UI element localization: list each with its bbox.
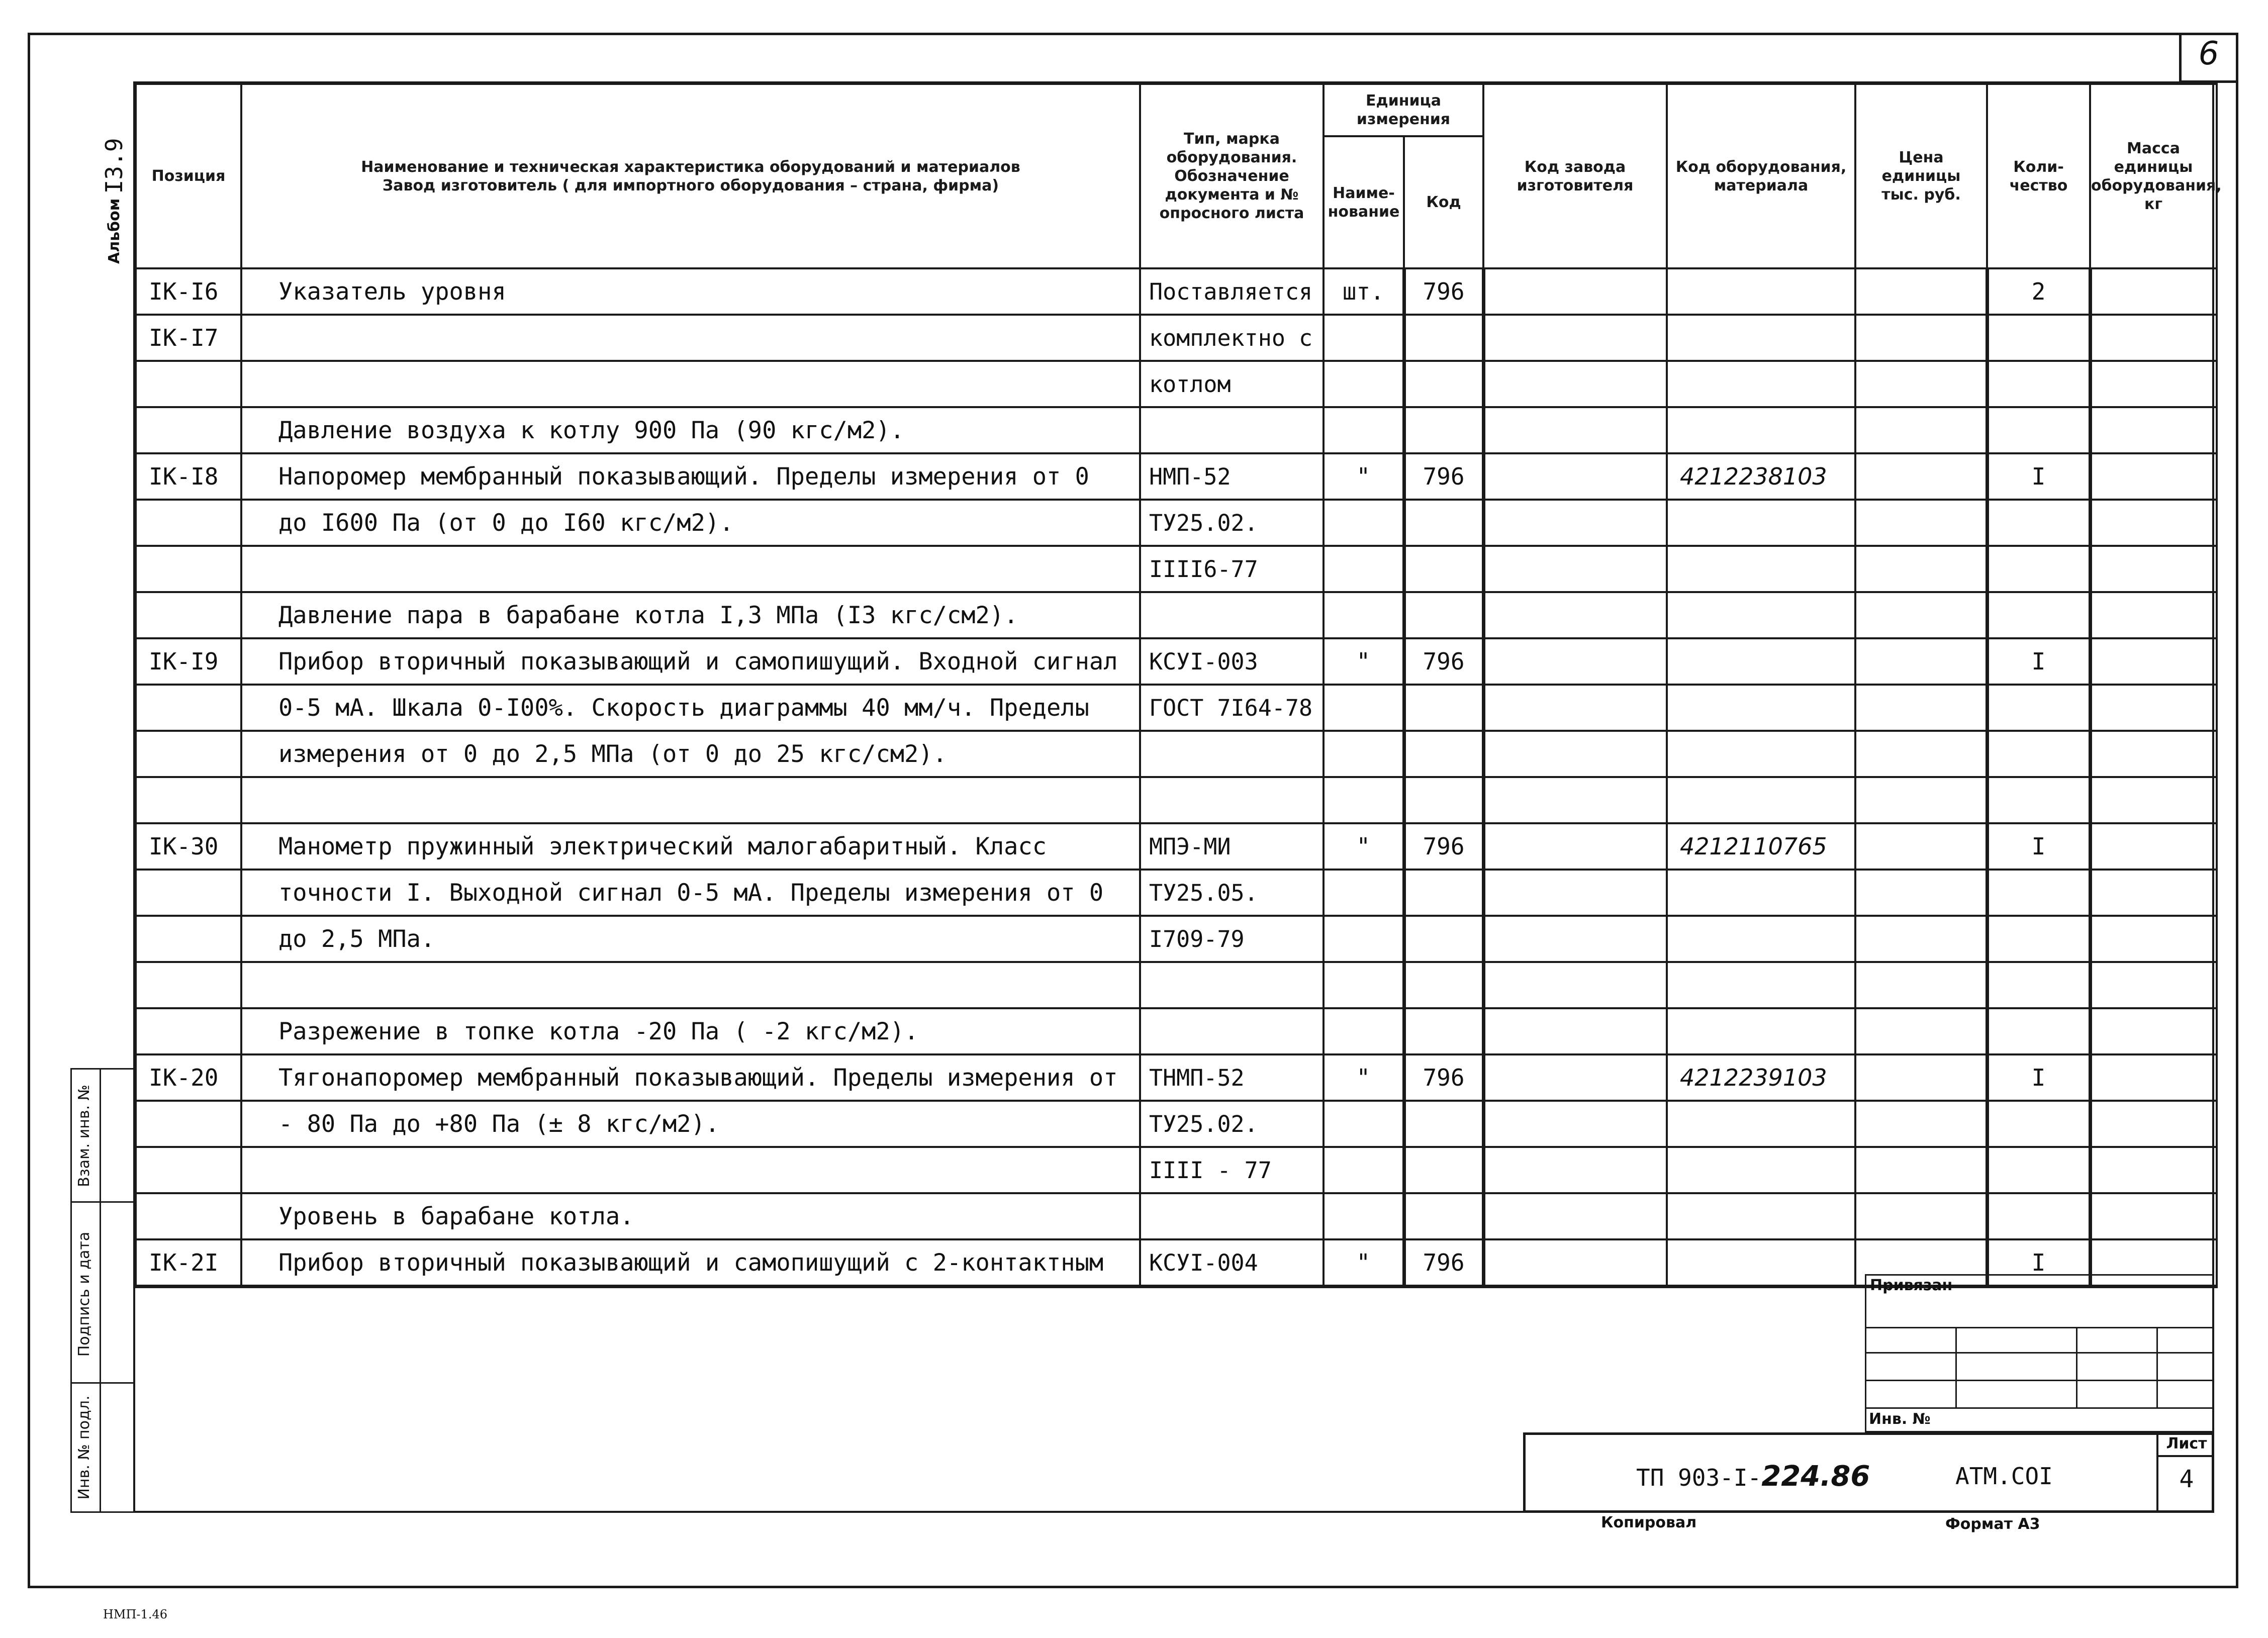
equipment-code-cell (1667, 592, 1855, 638)
factory-code-cell (1483, 870, 1667, 916)
left-stamp-vzam: Взам. инв. № (75, 1085, 93, 1187)
table-row (136, 685, 2217, 731)
position-cell: IK-30 (136, 823, 241, 870)
unit-mass-cell (2090, 685, 2217, 731)
unit-price-cell (1855, 685, 1987, 731)
album-label: Альбом (106, 198, 123, 264)
name-cell: до 2,5 МПа. (241, 916, 1140, 962)
factory-code-cell (1483, 1054, 1667, 1101)
privyazan-title: Привязан (1870, 1277, 1953, 1294)
type-mark-cell: КСУI-003 (1140, 638, 1324, 685)
equipment-code-cell (1667, 916, 1855, 962)
table-row (136, 823, 2217, 870)
footer-format: Формат А3 (1945, 1515, 2040, 1533)
equipment-code-cell (1667, 638, 1855, 685)
unit-code-cell (1404, 1147, 1483, 1193)
factory-code-cell (1483, 315, 1667, 361)
unit-price-cell (1855, 731, 1987, 777)
position-cell (136, 1101, 241, 1147)
unit-code-cell (1404, 500, 1483, 546)
table-row (136, 916, 2217, 962)
left-stamp-divider-1 (70, 1201, 135, 1203)
unit-code-cell (1404, 1008, 1483, 1054)
position-cell (136, 361, 241, 407)
unit-code-cell: 796 (1404, 268, 1483, 315)
unit-name-cell: шт. (1324, 268, 1404, 315)
unit-code-cell (1404, 870, 1483, 916)
unit-name-cell (1324, 1008, 1404, 1054)
title-block-sheet-hline (2156, 1455, 2214, 1457)
type-mark-cell: I709-79 (1140, 916, 1324, 962)
unit-mass-cell (2090, 1101, 2217, 1147)
factory-code-cell (1483, 1101, 1667, 1147)
name-cell (241, 315, 1140, 361)
quantity-cell (1987, 731, 2090, 777)
unit-name-cell: " (1324, 1054, 1404, 1101)
table-row (136, 731, 2217, 777)
factory-code-cell (1483, 361, 1667, 407)
type-mark-cell: ТНМП-52 (1140, 1054, 1324, 1101)
type-mark-cell (1140, 777, 1324, 823)
privyazan-hline-3 (1865, 1380, 2214, 1381)
position-cell: IK-I6 (136, 268, 241, 315)
quantity-cell: I (1987, 638, 2090, 685)
title-sheet-number: 4 (2179, 1465, 2194, 1493)
title-block-sheet-divider (2156, 1432, 2158, 1513)
unit-code-cell (1404, 315, 1483, 361)
unit-code-cell (1404, 1101, 1483, 1147)
type-mark-cell: IIII - 77 (1140, 1147, 1324, 1193)
name-cell: - 80 Па до +80 Па (± 8 кгс/м2). (241, 1101, 1140, 1147)
header-unit-price: Цена единицы тыс. руб. (1855, 84, 1987, 268)
type-mark-cell (1140, 592, 1324, 638)
unit-mass-cell (2090, 1054, 2217, 1101)
unit-mass-cell (2090, 361, 2217, 407)
unit-code-cell (1404, 777, 1483, 823)
quantity-cell (1987, 546, 2090, 592)
title-doc-suffix: 224.86 (1761, 1460, 1870, 1493)
name-cell: Давление пара в барабане котла I,3 МПа (I3 кгс/см2). (241, 592, 1140, 638)
unit-name-cell (1324, 777, 1404, 823)
name-cell (241, 1147, 1140, 1193)
unit-code-cell (1404, 685, 1483, 731)
factory-code-cell (1483, 777, 1667, 823)
unit-mass-cell (2090, 315, 2217, 361)
quantity-cell (1987, 500, 2090, 546)
table-row (136, 1193, 2217, 1239)
position-cell: IK-I8 (136, 453, 241, 500)
factory-code-cell (1483, 1239, 1667, 1287)
unit-mass-cell (2090, 731, 2217, 777)
factory-code-cell (1483, 453, 1667, 500)
title-sheet-label: Лист (2166, 1435, 2207, 1453)
title-doc-code: АТМ.СОI (1955, 1463, 2053, 1490)
table-row (136, 453, 2217, 500)
equipment-code-cell (1667, 685, 1855, 731)
corner-number: 6 (2198, 35, 2219, 72)
name-cell: точности I. Выходной сигнал 0-5 мА. Пределы измерения от 0 (241, 870, 1140, 916)
name-cell: до I600 Па (от 0 до I60 кгс/м2). (241, 500, 1140, 546)
equipment-code-cell (1667, 1008, 1855, 1054)
quantity-cell (1987, 1147, 2090, 1193)
unit-price-cell (1855, 407, 1987, 453)
type-mark-cell: ТУ25.05. (1140, 870, 1324, 916)
table-row (136, 546, 2217, 592)
unit-price-cell (1855, 1147, 1987, 1193)
footer-form-code: НМП-1.46 (103, 1607, 167, 1621)
unit-price-cell (1855, 315, 1987, 361)
factory-code-cell (1483, 1147, 1667, 1193)
position-cell (136, 731, 241, 777)
unit-code-cell: 796 (1404, 1239, 1483, 1287)
unit-mass-cell (2090, 407, 2217, 453)
type-mark-cell (1140, 1193, 1324, 1239)
header-factory-code: Код завода изготовителя (1483, 84, 1667, 268)
quantity-cell (1987, 916, 2090, 962)
quantity-cell: I (1987, 1054, 2090, 1101)
equipment-code-cell (1667, 731, 1855, 777)
factory-code-cell (1483, 407, 1667, 453)
position-cell: IK-2I (136, 1239, 241, 1287)
unit-mass-cell (2090, 1008, 2217, 1054)
unit-code-cell (1404, 1193, 1483, 1239)
name-cell (241, 777, 1140, 823)
unit-name-cell: " (1324, 1239, 1404, 1287)
unit-code-cell: 796 (1404, 823, 1483, 870)
unit-name-cell (1324, 685, 1404, 731)
equipment-code-cell (1667, 1193, 1855, 1239)
table-row (136, 500, 2217, 546)
unit-name-cell (1324, 546, 1404, 592)
quantity-cell (1987, 962, 2090, 1008)
left-stamp-inv-podl: Инв. № подл. (75, 1395, 93, 1500)
position-cell (136, 1193, 241, 1239)
equipment-code-cell (1667, 268, 1855, 315)
unit-mass-cell (2090, 592, 2217, 638)
name-cell: Манометр пружинный электрический малогабаритный. Класс (241, 823, 1140, 870)
unit-mass-cell (2090, 777, 2217, 823)
unit-code-cell: 796 (1404, 453, 1483, 500)
unit-mass-cell (2090, 1193, 2217, 1239)
unit-name-cell (1324, 731, 1404, 777)
header-name: Наименование и техническая характеристика оборудований и материалов Завод изготовитель ( для импортного оборудования – страна, фирма) (241, 84, 1140, 268)
quantity-cell (1987, 870, 2090, 916)
name-cell (241, 962, 1140, 1008)
position-cell (136, 777, 241, 823)
quantity-cell (1987, 592, 2090, 638)
equipment-code-cell (1667, 1101, 1855, 1147)
position-cell: IK-I7 (136, 315, 241, 361)
unit-mass-cell (2090, 453, 2217, 500)
equipment-code-cell (1667, 962, 1855, 1008)
unit-mass-cell (2090, 268, 2217, 315)
unit-price-cell (1855, 1101, 1987, 1147)
unit-mass-cell (2090, 916, 2217, 962)
quantity-cell: I (1987, 453, 2090, 500)
type-mark-cell: МПЭ-МИ (1140, 823, 1324, 870)
factory-code-cell (1483, 685, 1667, 731)
position-cell (136, 870, 241, 916)
factory-code-cell (1483, 731, 1667, 777)
type-mark-cell (1140, 731, 1324, 777)
table-row (136, 638, 2217, 685)
unit-price-cell (1855, 777, 1987, 823)
table-row (136, 268, 2217, 315)
type-mark-cell: котлом (1140, 361, 1324, 407)
equipment-code-cell: 4212110765 (1667, 823, 1855, 870)
factory-code-cell (1483, 268, 1667, 315)
name-cell: 0-5 мА. Шкала 0-I00%. Скорость диаграммы 40 мм/ч. Пределы (241, 685, 1140, 731)
header-unit-name: Наиме- нование (1324, 136, 1404, 268)
privyazan-vline-3 (2156, 1327, 2158, 1407)
privyazan-vline-2 (2076, 1327, 2077, 1407)
table-row (136, 592, 2217, 638)
quantity-cell (1987, 685, 2090, 731)
unit-price-cell (1855, 268, 1987, 315)
factory-code-cell (1483, 592, 1667, 638)
left-stamp-podpis: Подпись и дата (75, 1231, 93, 1357)
unit-name-cell (1324, 361, 1404, 407)
unit-name-cell (1324, 870, 1404, 916)
unit-mass-cell (2090, 823, 2217, 870)
unit-mass-cell (2090, 962, 2217, 1008)
table-row (136, 962, 2217, 1008)
unit-mass-cell (2090, 870, 2217, 916)
equipment-code-cell (1667, 870, 1855, 916)
privyazan-hline-2 (1865, 1352, 2214, 1354)
type-mark-cell (1140, 1008, 1324, 1054)
quantity-cell (1987, 407, 2090, 453)
equipment-code-cell (1667, 407, 1855, 453)
position-cell (136, 407, 241, 453)
position-cell (136, 916, 241, 962)
factory-code-cell (1483, 1193, 1667, 1239)
unit-name-cell: " (1324, 638, 1404, 685)
type-mark-cell: ТУ25.02. (1140, 500, 1324, 546)
unit-name-cell (1324, 962, 1404, 1008)
name-cell: Разрежение в топке котла -20 Па ( -2 кгс/м2). (241, 1008, 1140, 1054)
unit-code-cell (1404, 592, 1483, 638)
header-unit-code: Код (1404, 136, 1483, 268)
table-row (136, 1054, 2217, 1101)
quantity-cell (1987, 1193, 2090, 1239)
position-cell (136, 1147, 241, 1193)
quantity-cell: I (1987, 823, 2090, 870)
unit-price-cell (1855, 1193, 1987, 1239)
unit-mass-cell (2090, 638, 2217, 685)
equipment-code-cell (1667, 315, 1855, 361)
table-row (136, 407, 2217, 453)
unit-name-cell (1324, 592, 1404, 638)
type-mark-cell: НМП-52 (1140, 453, 1324, 500)
privyazan-hline-4 (1865, 1407, 2214, 1409)
position-cell (136, 546, 241, 592)
unit-name-cell (1324, 1193, 1404, 1239)
unit-price-cell (1855, 546, 1987, 592)
title-doc-prefix: ТП 903-I- (1636, 1464, 1762, 1491)
unit-code-cell (1404, 407, 1483, 453)
factory-code-cell (1483, 546, 1667, 592)
type-mark-cell: Поставляется (1140, 268, 1324, 315)
position-cell: IK-20 (136, 1054, 241, 1101)
table-row (136, 1008, 2217, 1054)
equipment-code-cell: 4212239103 (1667, 1054, 1855, 1101)
position-cell (136, 592, 241, 638)
unit-code-cell (1404, 361, 1483, 407)
privyazan-vline-1 (1955, 1327, 1957, 1407)
left-stamp-column-divider (100, 1068, 101, 1513)
type-mark-cell: ГОСТ 7I64-78 (1140, 685, 1324, 731)
type-mark-cell: КСУI-004 (1140, 1239, 1324, 1287)
unit-name-cell (1324, 1101, 1404, 1147)
position-cell: IK-I9 (136, 638, 241, 685)
unit-price-cell (1855, 870, 1987, 916)
header-unit-group: Единица измерения (1324, 84, 1483, 136)
specification-table (135, 83, 2222, 1288)
name-cell: измерения от 0 до 2,5 МПа (от 0 до 25 кгс/см2). (241, 731, 1140, 777)
unit-mass-cell (2090, 546, 2217, 592)
position-cell (136, 1008, 241, 1054)
header-equipment-code: Код оборудования, материала (1667, 84, 1855, 268)
footer-copied: Копировал (1601, 1514, 1697, 1531)
name-cell (241, 361, 1140, 407)
equipment-code-cell (1667, 500, 1855, 546)
name-cell: Напоромер мембранный показывающий. Пределы измерения от 0 (241, 453, 1140, 500)
unit-mass-cell (2090, 500, 2217, 546)
quantity-cell: I (1987, 1239, 2090, 1287)
unit-name-cell (1324, 500, 1404, 546)
unit-name-cell (1324, 916, 1404, 962)
quantity-cell (1987, 1101, 2090, 1147)
position-cell (136, 962, 241, 1008)
unit-price-cell (1855, 823, 1987, 870)
factory-code-cell (1483, 500, 1667, 546)
type-mark-cell (1140, 407, 1324, 453)
table-row (136, 870, 2217, 916)
album-number: I3.9 (101, 138, 128, 194)
unit-name-cell: " (1324, 453, 1404, 500)
unit-price-cell (1855, 916, 1987, 962)
factory-code-cell (1483, 962, 1667, 1008)
factory-code-cell (1483, 823, 1667, 870)
header-unit-mass: Масса единицы оборудования, кг (2090, 84, 2217, 268)
equipment-code-cell (1667, 361, 1855, 407)
unit-price-cell (1855, 453, 1987, 500)
quantity-cell (1987, 1008, 2090, 1054)
unit-price-cell (1855, 962, 1987, 1008)
unit-name-cell (1324, 1147, 1404, 1193)
privyazan-hline-1 (1865, 1327, 2214, 1328)
name-cell: Прибор вторичный показывающий и самопишущий с 2-контактным (241, 1239, 1140, 1287)
unit-code-cell (1404, 731, 1483, 777)
privyazan-inv-label: Инв. № (1869, 1410, 1931, 1428)
unit-price-cell (1855, 638, 1987, 685)
unit-code-cell (1404, 916, 1483, 962)
unit-name-cell (1324, 315, 1404, 361)
equipment-code-cell (1667, 1239, 1855, 1287)
type-mark-cell: IIII6-77 (1140, 546, 1324, 592)
title-doc-number (1636, 1460, 1870, 1493)
unit-code-cell (1404, 546, 1483, 592)
header-quantity: Коли- чество (1987, 84, 2090, 268)
equipment-code-cell: 4212238103 (1667, 453, 1855, 500)
type-mark-cell: ТУ25.02. (1140, 1101, 1324, 1147)
unit-name-cell: " (1324, 823, 1404, 870)
unit-code-cell (1404, 962, 1483, 1008)
equipment-code-cell (1667, 546, 1855, 592)
factory-code-cell (1483, 638, 1667, 685)
quantity-cell (1987, 315, 2090, 361)
quantity-cell (1987, 777, 2090, 823)
unit-price-cell (1855, 1008, 1987, 1054)
header-type-mark: Тип, марка оборудования. Обозначение документа и № опросного листа (1140, 84, 1324, 268)
header-position: Позиция (136, 84, 241, 268)
position-cell (136, 500, 241, 546)
name-cell (241, 546, 1140, 592)
unit-price-cell (1855, 361, 1987, 407)
equipment-code-cell (1667, 1147, 1855, 1193)
unit-price-cell (1855, 1054, 1987, 1101)
table-row (136, 1147, 2217, 1193)
quantity-cell (1987, 361, 2090, 407)
name-cell: Указатель уровня (241, 268, 1140, 315)
unit-name-cell (1324, 407, 1404, 453)
unit-price-cell (1855, 592, 1987, 638)
name-cell: Прибор вторичный показывающий и самопишущий. Входной сигнал (241, 638, 1140, 685)
type-mark-cell: комплектно с (1140, 315, 1324, 361)
type-mark-cell (1140, 962, 1324, 1008)
unit-mass-cell (2090, 1147, 2217, 1193)
quantity-cell: 2 (1987, 268, 2090, 315)
unit-code-cell: 796 (1404, 638, 1483, 685)
table-row (136, 777, 2217, 823)
table-row (136, 1101, 2217, 1147)
name-cell: Уровень в барабане котла. (241, 1193, 1140, 1239)
factory-code-cell (1483, 1008, 1667, 1054)
equipment-code-cell (1667, 777, 1855, 823)
table-row (136, 361, 2217, 407)
position-cell (136, 685, 241, 731)
name-cell: Тягонапоромер мембранный показывающий. Пределы измерения от (241, 1054, 1140, 1101)
unit-code-cell: 796 (1404, 1054, 1483, 1101)
name-cell: Давление воздуха к котлу 900 Па (90 кгс/м2). (241, 407, 1140, 453)
table-row (136, 315, 2217, 361)
unit-price-cell (1855, 500, 1987, 546)
factory-code-cell (1483, 916, 1667, 962)
